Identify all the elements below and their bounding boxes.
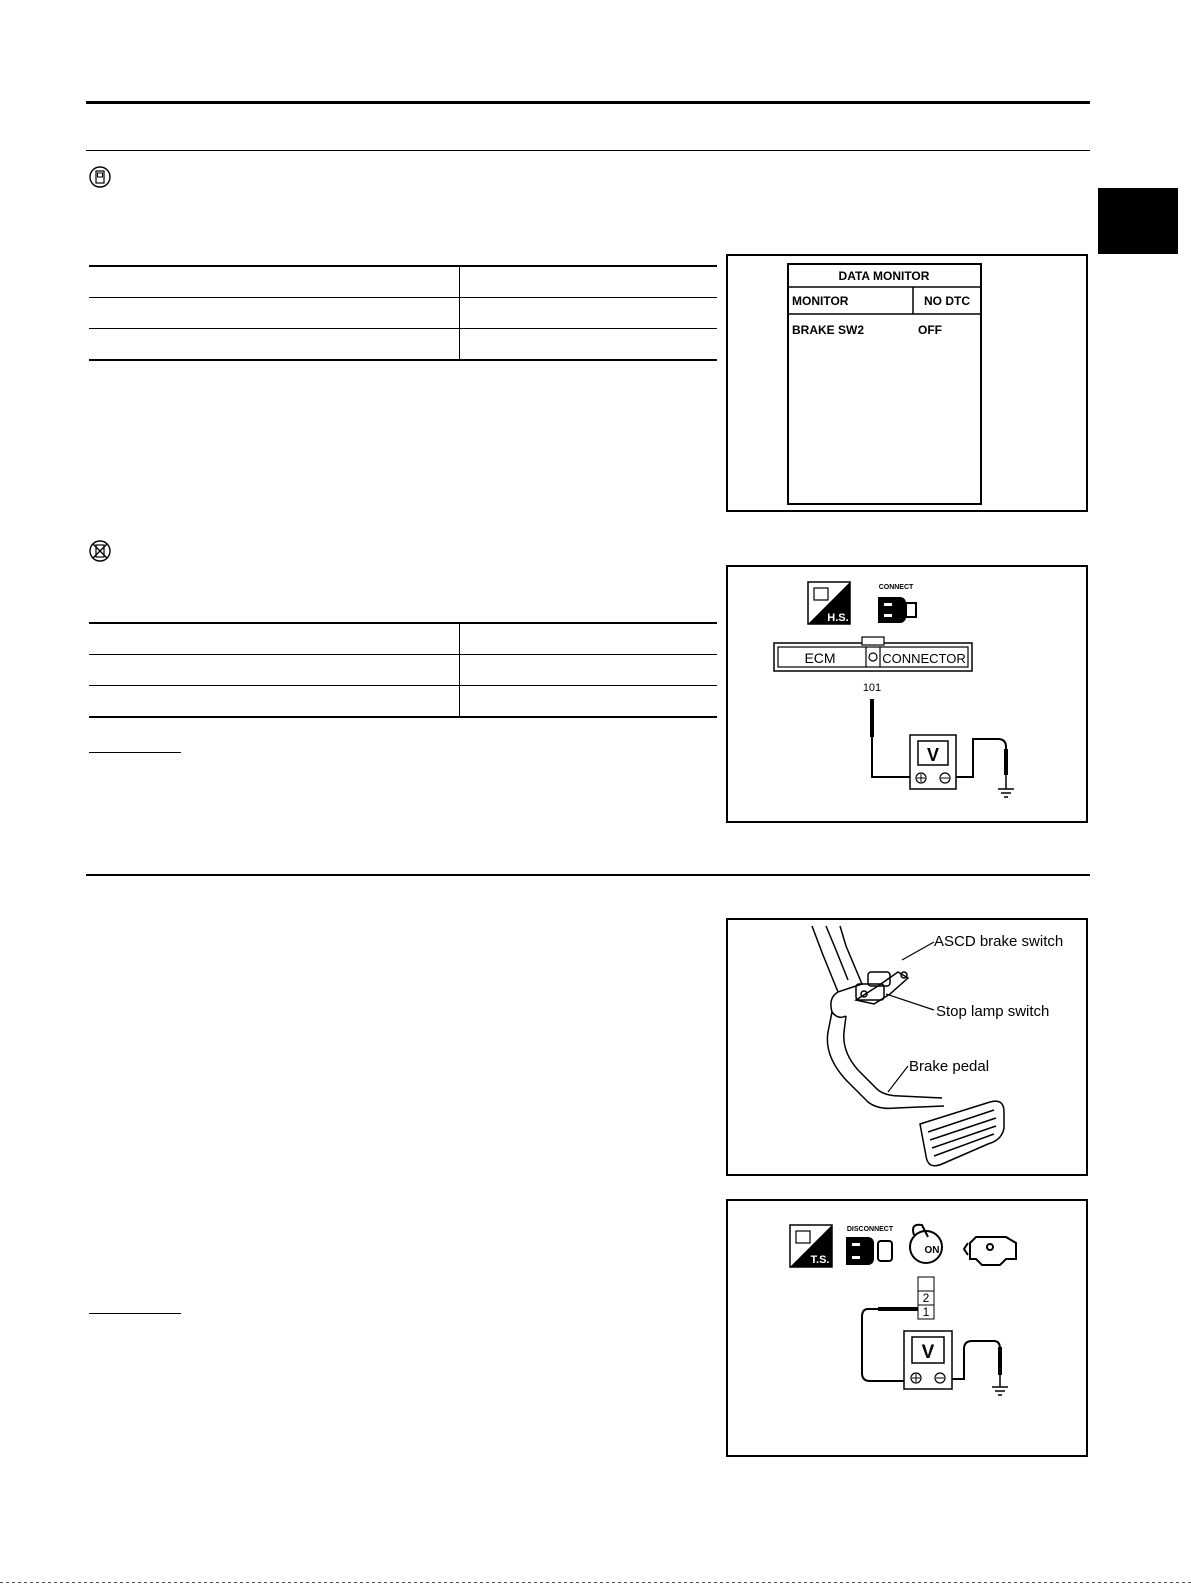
disconnect-label: DISCONNECT: [846, 1226, 894, 1233]
switch-voltage-figure: [726, 1199, 1088, 1457]
callout-ascd-brake-switch: ASCD brake switch: [934, 933, 1064, 950]
svg-text:H.S.: H.S.: [827, 612, 849, 624]
connect-icon: [878, 597, 916, 623]
table-row: [89, 655, 717, 686]
ok-ng-underline: [89, 752, 181, 753]
terminal-2: 2: [922, 1291, 930, 1305]
data-monitor-title: DATA MONITOR: [838, 269, 930, 283]
monitor-value: OFF: [918, 323, 942, 337]
callout-brake-pedal: Brake pedal: [909, 1058, 990, 1075]
voltmeter: [904, 1331, 952, 1389]
header-rule: [86, 101, 1090, 104]
harness-connector-icon: [808, 582, 850, 624]
callout-stop-lamp-switch: Stop lamp switch: [936, 1003, 1050, 1020]
engine-stopped-icon: [964, 1237, 1016, 1265]
voltmeter: [910, 735, 956, 789]
brake-pedal-figure: [726, 918, 1088, 1176]
switch-connector: [918, 1277, 934, 1319]
table-row: [89, 329, 717, 361]
ok-ng-underline: [89, 1313, 181, 1314]
ignition-on-icon: [910, 1225, 942, 1263]
condition-table-voltage: [89, 622, 717, 718]
consult-mode-icon: [89, 166, 111, 188]
section-side-tab: [1098, 188, 1178, 254]
no-tools-mode-icon: [89, 540, 111, 562]
section-rule-middle: [86, 874, 1090, 876]
section-rule-top: [86, 150, 1090, 151]
table-row: [89, 266, 717, 298]
monitor-item: BRAKE SW2: [792, 323, 865, 337]
brake-pedal-drawing: [812, 926, 1004, 1166]
data-monitor-figure: [726, 254, 1088, 512]
terminal-number: 101: [862, 682, 882, 694]
svg-text:V: V: [921, 1342, 935, 1363]
terminal-side-icon: [790, 1225, 832, 1267]
svg-text:V: V: [926, 745, 940, 765]
ecm-voltage-figure: [726, 565, 1088, 823]
monitor-label: MONITOR: [792, 294, 849, 308]
svg-text:T.S.: T.S.: [810, 1254, 830, 1266]
ecm-label: ECM: [804, 650, 836, 666]
connector-label: CONNECTOR: [882, 651, 966, 666]
table-row: [89, 623, 717, 655]
table-row: [89, 298, 717, 329]
disconnect-icon: [846, 1237, 892, 1265]
connect-label: CONNECT: [878, 584, 914, 591]
terminal-1: 1: [922, 1305, 930, 1319]
page-trim-line: [0, 1582, 1191, 1583]
ground-icon: [998, 775, 1014, 797]
condition-table-consult: [89, 265, 717, 361]
svg-text:ON: ON: [924, 1245, 940, 1256]
ground-icon: [992, 1375, 1008, 1395]
table-row: [89, 686, 717, 718]
dtc-status: NO DTC: [924, 294, 970, 308]
